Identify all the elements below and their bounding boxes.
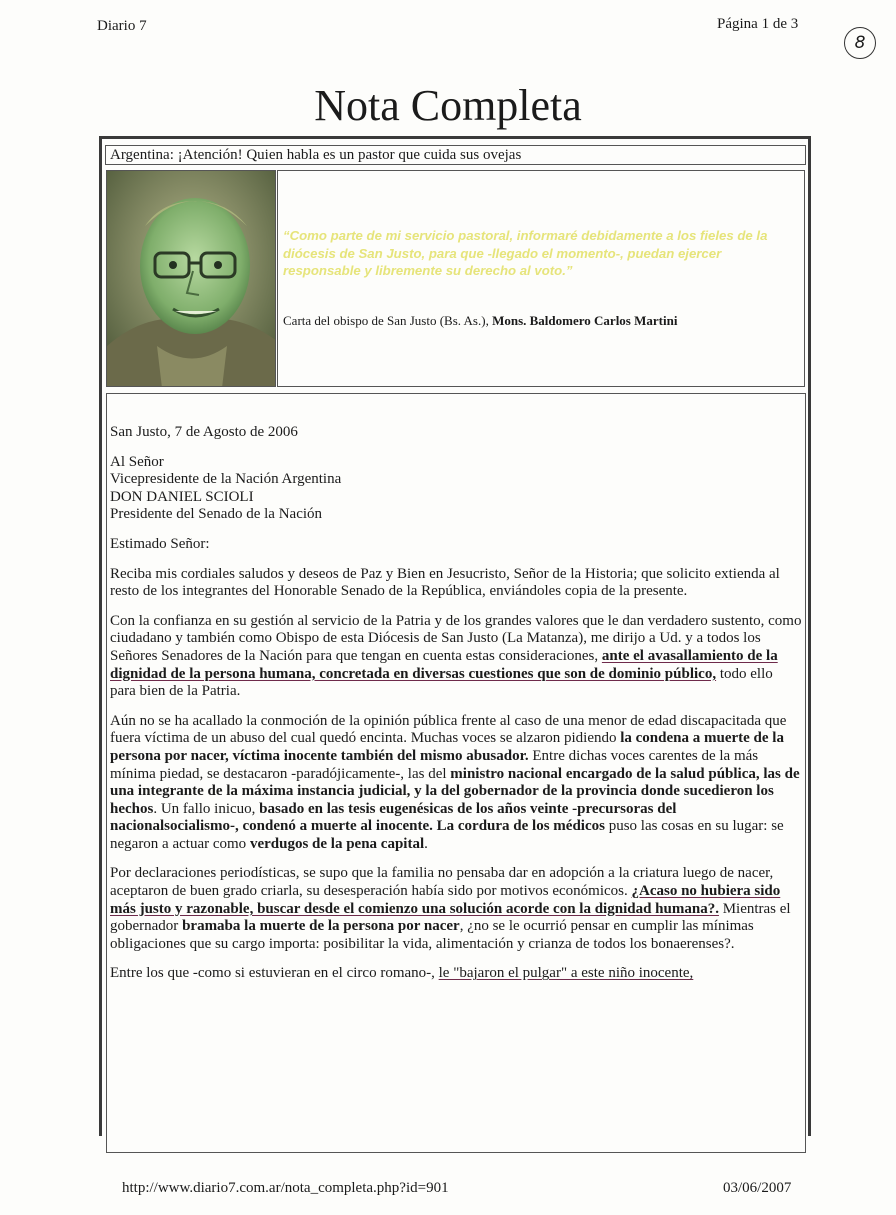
recipient-line: DON DANIEL SCIOLI xyxy=(110,488,254,505)
handwritten-page-number: 8 xyxy=(844,27,876,59)
bishop-photo xyxy=(106,170,276,387)
paragraph-5: Entre los que -como si estuvieran en el circo romano-, le "bajaron el pulgar" a este niño inocente, xyxy=(110,965,694,982)
paragraph-4: Por declaraciones periodísticas, se supo que la familia no pensaba dar en adopción a la criatura luego de nacer, aceptaron de buen grado criarla, su desesperación había sido por motivos económicos. ¿Acaso no hubiera sido más justo y razonable, buscar desde el comienzo una solución acorde con la dignidad humana?. Mientras el gobernador bramaba la muerte de la persona por nacer, ¿no se le ocurrió pensar en cumplir las mínimas obligaciones que su cargo importa: posibilitar la vida, alimentación y crianza de todos los bonaerenses?. xyxy=(110,865,791,952)
letter-body xyxy=(106,393,806,1153)
quote-box xyxy=(277,170,805,387)
paragraph-1: Reciba mis cordiales saludos y deseos de Paz y Bien en Jesucristo, Señor de la Historia; que solicito extienda al resto de los integrantes del Honorable Senado de la República, enviándoles copia de la presente. xyxy=(110,565,780,600)
caption-text: Carta del obispo de San Justo (Bs. As.), xyxy=(283,313,493,328)
paragraph-3: Aún no se ha acallado la conmoción de la opinión pública frente al caso de una menor de edad discapacitada que fuera víctima de un abuso del cual quedó encinta. Muchas voces se alzaron pidiendo la condena a muerte de la persona por nacer, víctima inocente también del mismo abusador. Entre dichas voces carentes de la más mínima piedad, se destacaron -paradójicamente-, las del ministro nacional encargado de la salud pública, las de una integrante de la máxima instancia judicial, y la del gobernador de la provincia donde sucedieron los hechos. Un fallo inicuo, basado en las tesis eugenésicas de los años veinte -precursoras del nacionalsocialismo-, condenó a muerte al inocente. La cordura de los médicos puso las cosas en su lugar: se negaron a actuar como verdugos de la pena capital. xyxy=(110,712,800,852)
salutation: Estimado Señor: xyxy=(110,535,210,552)
footer-url: http://www.diario7.com.ar/nota_completa.php?id=901 xyxy=(122,1180,449,1196)
caption-author: Mons. Baldomero Carlos Martini xyxy=(492,313,678,328)
page-title: Nota Completa xyxy=(314,81,582,130)
bishop-portrait-icon xyxy=(107,171,276,387)
site-name: Diario 7 xyxy=(97,18,147,34)
paragraph-2: Con la confianza en su gestión al servicio de la Patria y de los grandes valores que le dan verdadero sustento, como ciudadano y también como Obispo de esta Diócesis de San Justo (La Matanza), me dirijo a Ud. y a todos los Señores Senadores de la Nación para que tengan en cuenta estas consideraciones, ante el avasallamiento de la dignidad de la persona humana, concretada en diversas cuestiones que son de dominio público, todo ello para bien de la Patria. xyxy=(110,612,802,700)
recipient-line: Vicepresidente de la Nación Argentina xyxy=(110,471,342,488)
photo-caption xyxy=(283,313,677,329)
bishop-quote: “Como parte de mi servicio pastoral, informaré debidamente a los fieles de la diócesis de San Justo, para que -llegado el momento-, puedan ejercer responsable y libremente su derecho al voto.” xyxy=(283,228,768,278)
recipient-line: Al Señor xyxy=(110,453,164,470)
recipient-line: Presidente del Senado de la Nación xyxy=(110,506,323,523)
letter-date: San Justo, 7 de Agosto de 2006 xyxy=(110,424,298,440)
article-headline: Argentina: ¡Atención! Quien habla es un pastor que cuida sus ovejas xyxy=(105,145,806,165)
page-indicator: Página 1 de 3 xyxy=(717,16,799,32)
recipient-block xyxy=(110,454,802,524)
footer-date: 03/06/2007 xyxy=(723,1180,792,1196)
